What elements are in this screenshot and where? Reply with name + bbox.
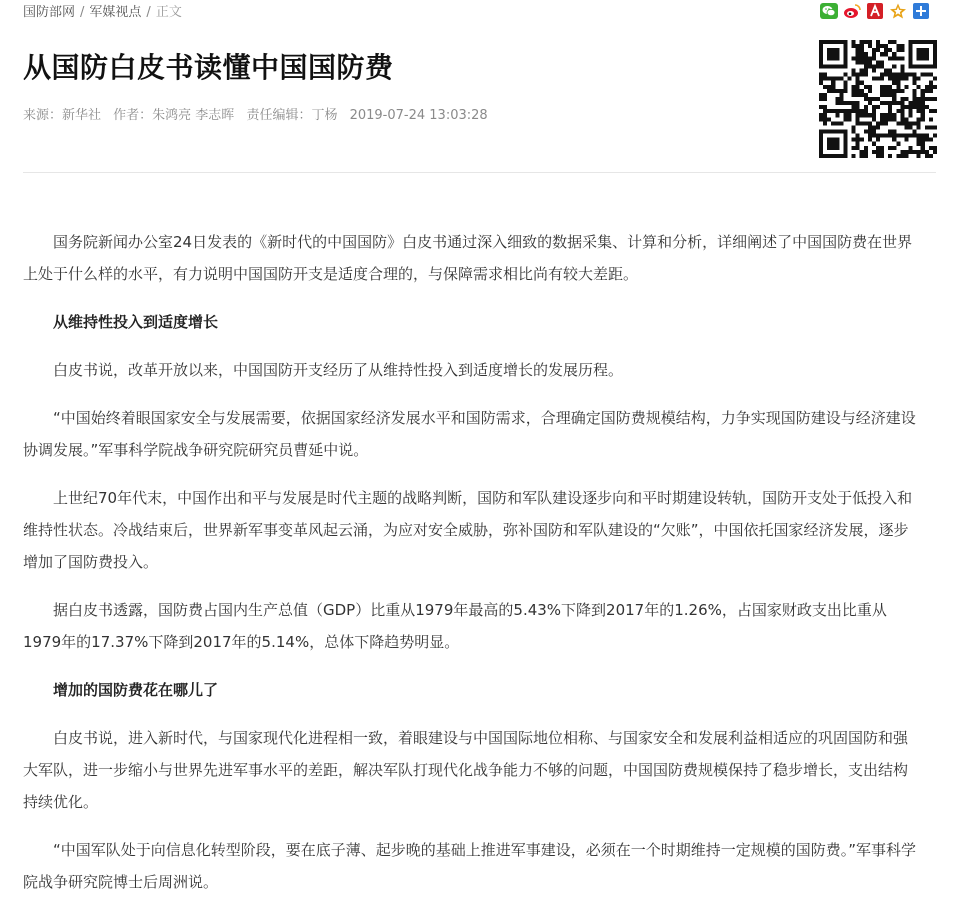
header-divider [23,172,936,173]
article-author: 作者：朱鸿亮 李志晖 [113,108,235,123]
article-paragraph: “中国始终着眼国家安全与发展需要，依据国家经济发展水平和国防需求，合理确定国防费规模结构，力争实现国防建设与经济建设协调发展。”军事科学院战争研究院研究员曹延中说。 [23,409,916,459]
article-title: 从国防白皮书读懂中国国防费 [23,51,394,84]
breadcrumb-current: 正文 [155,5,182,20]
article-paragraph: 国务院新闻办公室24日发表的《新时代的中国国防》白皮书通过深入细致的数据采集、计算和分析，详细阐述了中国国防费在世界上处于什么样的水平，有力说明中国国防开支是适度合理的，与保障需求相比尚有较大差距。 [23,233,913,283]
article-editor: 责任编辑：丁杨 [246,108,338,123]
article-meta [23,104,496,123]
wechat-icon[interactable] [819,2,839,20]
breadcrumb-separator: / [80,5,85,20]
add-more-icon[interactable] [911,2,931,20]
breadcrumb-link-section[interactable]: 军媒视点 [89,5,142,20]
qr-code-icon [819,40,937,158]
renren-icon[interactable] [865,2,885,20]
breadcrumb-separator: / [146,5,151,20]
breadcrumb-link-home[interactable]: 国防部网 [23,5,76,20]
section-heading: 从维持性投入到适度增长 [53,313,219,331]
article-paragraph: 上世纪70年代末，中国作出和平与发展是时代主题的战略判断，国防和军队建设逐步向和平时期建设转轨，国防开支处于低投入和维持性状态。冷战结束后，世界新军事变革风起云涌，为应对安全威胁，弥补国防和军队建设的“欠账”，中国依托国家经济发展，逐步增加了国防费投入。 [23,489,913,571]
section-heading: 增加的国防费花在哪儿了 [53,681,219,699]
article-datetime: 2019-07-24 13:03:28 [349,108,488,123]
article-paragraph: 白皮书说，改革开放以来，中国国防开支经历了从维持性投入到适度增长的发展历程。 [53,361,624,379]
favorite-star-icon[interactable] [888,2,908,20]
share-toolbar [819,2,934,20]
breadcrumb [23,1,182,20]
article-source: 来源：新华社 [23,108,102,123]
article-paragraph: “中国军队处于向信息化转型阶段，要在底子薄、起步晚的基础上推进军事建设，必须在一个时期维持一定规模的国防费。”军事科学院战争研究院博士后周洲说。 [23,841,917,891]
article-body [23,226,919,914]
article-paragraph: 据白皮书透露，国防费占国内生产总值（GDP）比重从1979年最高的5.43%下降到2017年的1.26%，占国家财政支出比重从1979年的17.37%下降到2017年的5.14%，总体下降趋势明显。 [23,601,887,651]
article-paragraph: 白皮书说，进入新时代，与国家现代化进程相一致，着眼建设与中国国际地位相称、与国家安全和发展利益相适应的巩固国防和强大军队，进一步缩小与世界先进军事水平的差距，解决军队打现代化战争能力不够的问题，中国国防费规模保持了稳步增长，支出结构持续优化。 [23,729,909,811]
weibo-icon[interactable] [842,2,862,20]
